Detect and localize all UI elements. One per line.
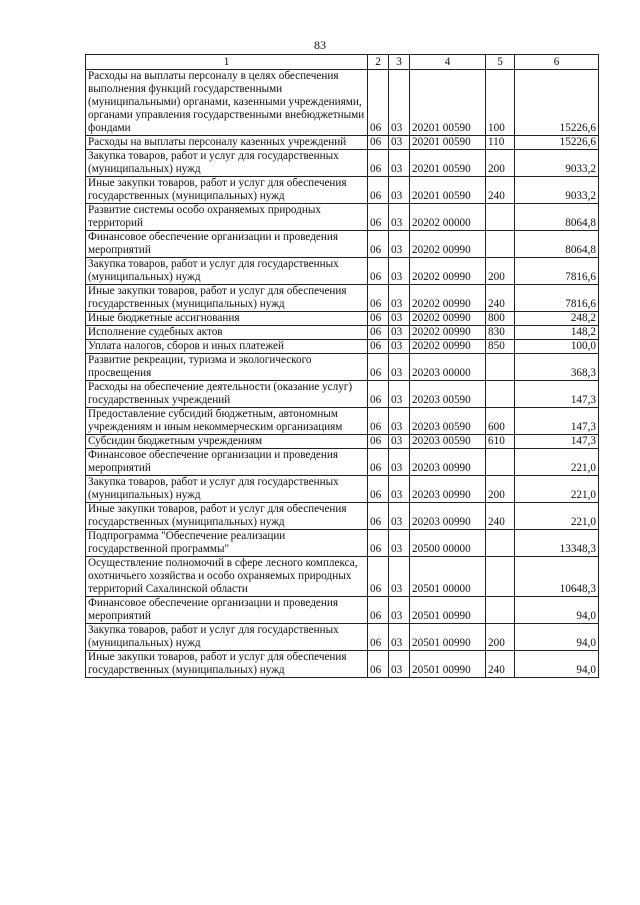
subsection-code-cell: 03 — [389, 231, 410, 258]
amount-cell: 368,3 — [515, 354, 599, 381]
expense-type-cell: 610 — [486, 435, 515, 449]
amount-cell: 7816,6 — [515, 258, 599, 285]
expense-type-cell — [486, 557, 515, 597]
target-article-cell: 20501 00990 — [410, 597, 486, 624]
column-header: 5 — [486, 55, 515, 70]
section-code-cell: 06 — [368, 476, 389, 503]
expense-type-cell — [486, 381, 515, 408]
expense-type-cell: 200 — [486, 624, 515, 651]
header-row — [86, 55, 599, 70]
amount-cell: 9033,2 — [515, 150, 599, 177]
section-code-cell: 06 — [368, 624, 389, 651]
expense-type-cell: 600 — [486, 408, 515, 435]
expense-name-cell: Субсидии бюджетным учреждениям — [86, 435, 368, 449]
subsection-code-cell: 03 — [389, 136, 410, 150]
subsection-code-cell: 03 — [389, 476, 410, 503]
table-row — [86, 354, 599, 381]
target-article-cell: 20203 00590 — [410, 408, 486, 435]
subsection-code-cell: 03 — [389, 354, 410, 381]
target-article-cell: 20203 00990 — [410, 476, 486, 503]
target-article-cell: 20203 00590 — [410, 381, 486, 408]
column-header: 3 — [389, 55, 410, 70]
table-row — [86, 258, 599, 285]
expense-name-cell: Финансовое обеспечение организации и проведения мероприятий — [86, 597, 368, 624]
expense-type-cell — [486, 530, 515, 557]
section-code-cell: 06 — [368, 530, 389, 557]
table-row — [86, 177, 599, 204]
table-row — [86, 204, 599, 231]
section-code-cell: 06 — [368, 651, 389, 678]
subsection-code-cell: 03 — [389, 530, 410, 557]
subsection-code-cell: 03 — [389, 557, 410, 597]
section-code-cell: 06 — [368, 340, 389, 354]
table-row — [86, 530, 599, 557]
target-article-cell: 20202 00990 — [410, 340, 486, 354]
expense-name-cell: Расходы на выплаты персоналу казенных учреждений — [86, 136, 368, 150]
expense-name-cell: Иные закупки товаров, работ и услуг для обеспечения государственных (муниципальных) нужд — [86, 651, 368, 678]
section-code-cell: 06 — [368, 177, 389, 204]
expense-type-cell: 240 — [486, 177, 515, 204]
expense-type-cell — [486, 597, 515, 624]
amount-cell: 94,0 — [515, 651, 599, 678]
expense-name-cell: Подпрограмма "Обеспечение реализации государственной программы" — [86, 530, 368, 557]
amount-cell: 147,3 — [515, 381, 599, 408]
section-code-cell: 06 — [368, 231, 389, 258]
target-article-cell: 20201 00590 — [410, 150, 486, 177]
section-code-cell: 06 — [368, 381, 389, 408]
table-row — [86, 408, 599, 435]
expense-name-cell: Иные закупки товаров, работ и услуг для обеспечения государственных (муниципальных) нужд — [86, 177, 368, 204]
table-row — [86, 381, 599, 408]
expense-name-cell: Развитие рекреации, туризма и экологического просвещения — [86, 354, 368, 381]
section-code-cell: 06 — [368, 557, 389, 597]
subsection-code-cell: 03 — [389, 70, 410, 136]
expense-type-cell: 240 — [486, 503, 515, 530]
column-header: 4 — [410, 55, 486, 70]
section-code-cell: 06 — [368, 354, 389, 381]
section-code-cell: 06 — [368, 70, 389, 136]
amount-cell: 147,3 — [515, 435, 599, 449]
table-row — [86, 557, 599, 597]
target-article-cell: 20501 00990 — [410, 624, 486, 651]
expense-type-cell: 800 — [486, 312, 515, 326]
table-row — [86, 136, 599, 150]
subsection-code-cell: 03 — [389, 597, 410, 624]
section-code-cell: 06 — [368, 408, 389, 435]
section-code-cell: 06 — [368, 435, 389, 449]
amount-cell: 15226,6 — [515, 136, 599, 150]
target-article-cell: 20202 00000 — [410, 204, 486, 231]
table-row — [86, 624, 599, 651]
table-row — [86, 231, 599, 258]
expense-name-cell: Закупка товаров, работ и услуг для государственных (муниципальных) нужд — [86, 150, 368, 177]
table-row — [86, 435, 599, 449]
section-code-cell: 06 — [368, 136, 389, 150]
amount-cell: 9033,2 — [515, 177, 599, 204]
amount-cell: 94,0 — [515, 624, 599, 651]
expense-name-cell: Закупка товаров, работ и услуг для государственных (муниципальных) нужд — [86, 476, 368, 503]
section-code-cell: 06 — [368, 326, 389, 340]
amount-cell: 221,0 — [515, 476, 599, 503]
subsection-code-cell: 03 — [389, 285, 410, 312]
section-code-cell: 06 — [368, 503, 389, 530]
expense-type-cell: 850 — [486, 340, 515, 354]
section-code-cell: 06 — [368, 449, 389, 476]
target-article-cell: 20202 00990 — [410, 285, 486, 312]
section-code-cell: 06 — [368, 258, 389, 285]
expense-name-cell: Иные закупки товаров, работ и услуг для обеспечения государственных (муниципальных) нужд — [86, 503, 368, 530]
expense-type-cell: 200 — [486, 150, 515, 177]
expense-name-cell: Предоставление субсидий бюджетным, автономным учреждениям и иным некоммерческим организациям — [86, 408, 368, 435]
expense-type-cell: 100 — [486, 70, 515, 136]
section-code-cell: 06 — [368, 312, 389, 326]
table-row — [86, 326, 599, 340]
target-article-cell: 20202 00990 — [410, 231, 486, 258]
expense-name-cell: Иные закупки товаров, работ и услуг для обеспечения государственных (муниципальных) нужд — [86, 285, 368, 312]
subsection-code-cell: 03 — [389, 503, 410, 530]
table-row — [86, 651, 599, 678]
table-row — [86, 449, 599, 476]
target-article-cell: 20203 00990 — [410, 503, 486, 530]
target-article-cell: 20202 00990 — [410, 258, 486, 285]
table-row — [86, 150, 599, 177]
expense-type-cell — [486, 204, 515, 231]
table-row — [86, 285, 599, 312]
expense-type-cell — [486, 231, 515, 258]
page-number: 83 — [314, 38, 326, 52]
target-article-cell: 20201 00590 — [410, 177, 486, 204]
target-article-cell: 20203 00000 — [410, 354, 486, 381]
subsection-code-cell: 03 — [389, 408, 410, 435]
subsection-code-cell: 03 — [389, 449, 410, 476]
target-article-cell: 20501 00000 — [410, 557, 486, 597]
amount-cell: 221,0 — [515, 503, 599, 530]
amount-cell: 94,0 — [515, 597, 599, 624]
column-header: 6 — [515, 55, 599, 70]
subsection-code-cell: 03 — [389, 381, 410, 408]
expense-type-cell: 240 — [486, 651, 515, 678]
expense-name-cell: Финансовое обеспечение организации и проведения мероприятий — [86, 231, 368, 258]
section-code-cell: 06 — [368, 285, 389, 312]
expense-name-cell: Расходы на выплаты персоналу в целях обеспечения выполнения функций государственными (муниципальными) органами, казенными учреждениями, органами управления государственными внебюджетными фондами — [86, 70, 368, 136]
target-article-cell: 20500 00000 — [410, 530, 486, 557]
subsection-code-cell: 03 — [389, 258, 410, 285]
expense-type-cell: 240 — [486, 285, 515, 312]
target-article-cell: 20203 00590 — [410, 435, 486, 449]
expense-type-cell: 200 — [486, 258, 515, 285]
expense-name-cell: Иные бюджетные ассигнования — [86, 312, 368, 326]
expense-type-cell: 110 — [486, 136, 515, 150]
expense-type-cell — [486, 354, 515, 381]
expense-name-cell: Закупка товаров, работ и услуг для государственных (муниципальных) нужд — [86, 258, 368, 285]
subsection-code-cell: 03 — [389, 312, 410, 326]
amount-cell: 13348,3 — [515, 530, 599, 557]
amount-cell: 100,0 — [515, 340, 599, 354]
column-header: 2 — [368, 55, 389, 70]
section-code-cell: 06 — [368, 597, 389, 624]
amount-cell: 7816,6 — [515, 285, 599, 312]
target-article-cell: 20201 00590 — [410, 70, 486, 136]
table-row — [86, 503, 599, 530]
subsection-code-cell: 03 — [389, 624, 410, 651]
expense-name-cell: Расходы на обеспечение деятельности (оказание услуг) государственных учреждений — [86, 381, 368, 408]
amount-cell: 15226,6 — [515, 70, 599, 136]
expense-type-cell — [486, 449, 515, 476]
table-row — [86, 340, 599, 354]
expense-name-cell: Исполнение судебных актов — [86, 326, 368, 340]
target-article-cell: 20203 00990 — [410, 449, 486, 476]
target-article-cell: 20202 00990 — [410, 326, 486, 340]
expense-name-cell: Уплата налогов, сборов и иных платежей — [86, 340, 368, 354]
section-code-cell: 06 — [368, 150, 389, 177]
expense-name-cell: Финансовое обеспечение организации и проведения мероприятий — [86, 449, 368, 476]
table-row — [86, 312, 599, 326]
column-header: 1 — [86, 55, 368, 70]
expense-type-cell: 830 — [486, 326, 515, 340]
table-body — [86, 70, 599, 678]
subsection-code-cell: 03 — [389, 326, 410, 340]
subsection-code-cell: 03 — [389, 150, 410, 177]
table-row — [86, 70, 599, 136]
expense-name-cell: Развитие системы особо охраняемых природных территорий — [86, 204, 368, 231]
table-row — [86, 476, 599, 503]
section-code-cell: 06 — [368, 204, 389, 231]
subsection-code-cell: 03 — [389, 177, 410, 204]
target-article-cell: 20201 00590 — [410, 136, 486, 150]
subsection-code-cell: 03 — [389, 651, 410, 678]
amount-cell: 248,2 — [515, 312, 599, 326]
amount-cell: 147,3 — [515, 408, 599, 435]
budget-table — [85, 54, 599, 678]
expense-name-cell: Осуществление полномочий в сфере лесного комплекса, охотничьего хозяйства и особо охраняемых природных территорий Сахалинской области — [86, 557, 368, 597]
amount-cell: 148,2 — [515, 326, 599, 340]
amount-cell: 221,0 — [515, 449, 599, 476]
subsection-code-cell: 03 — [389, 340, 410, 354]
amount-cell: 8064,8 — [515, 231, 599, 258]
amount-cell: 10648,3 — [515, 557, 599, 597]
target-article-cell: 20202 00990 — [410, 312, 486, 326]
subsection-code-cell: 03 — [389, 204, 410, 231]
amount-cell: 8064,8 — [515, 204, 599, 231]
target-article-cell: 20501 00990 — [410, 651, 486, 678]
expense-type-cell: 200 — [486, 476, 515, 503]
subsection-code-cell: 03 — [389, 435, 410, 449]
expense-name-cell: Закупка товаров, работ и услуг для государственных (муниципальных) нужд — [86, 624, 368, 651]
table-row — [86, 597, 599, 624]
